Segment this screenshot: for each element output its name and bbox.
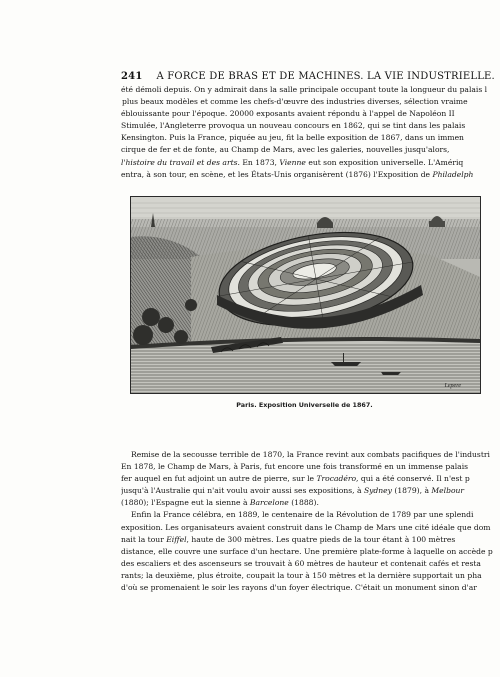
engraving-drawing <box>131 197 480 393</box>
text-line: l'histoire du travail et des arts. En 1873, Vienne eut son exposition universelle. L'Amériq <box>121 157 464 167</box>
text-line: d'où se promenaient le soir les rayons d'un foyer électrique. C'était un monument sinon d'ar <box>121 583 477 593</box>
bottom-paragraphs <box>121 449 500 594</box>
text-line: Stimulée, l'Angleterre provoqua un nouveau concours en 1862, qui se tint dans les palais <box>121 121 466 131</box>
text-line: Enfin la France célébra, en 1889, le centenaire de la Révolution de 1789 par une splendi <box>131 510 474 520</box>
italic-text: Vienne <box>279 157 306 167</box>
text-line: Kensington. Puis la France, piquée au jeu, fit la belle exposition de 1867, dans un immen <box>121 133 464 143</box>
italic-text: l'histoire du travail et des arts. <box>121 157 240 167</box>
italic-text: Melbour <box>431 486 465 496</box>
italic-text: Philadelph <box>432 169 474 179</box>
text-line: distance, elle couvre une surface d'un hectare. Une première plate-forme à laquelle on accède p <box>121 546 493 556</box>
text-line: exposition. Les organisateurs avaient construit dans le Champ de Mars une cité idéale que dom <box>121 522 491 532</box>
text-line: cirque de fer et de fonte, au Champ de Mars, avec les galeries, nouvelles jusqu'alors, <box>121 145 450 155</box>
text-line: plus beaux modèles et comme les chefs-d'œuvre des industries diverses, sélection vraime <box>122 97 468 107</box>
engraving-illustration <box>130 196 481 394</box>
running-header <box>121 71 500 85</box>
text-line: des escaliers et des ascenseurs se trouvait à 60 mètres de hauteur et contenait cafés et resta <box>121 558 481 568</box>
text-line: jusqu'à l'Australie qui n'ait voulu avoir aussi ses expositions, à Sydney (1879), à Melbour <box>121 486 465 496</box>
figure-caption: Paris. Exposition Universelle de 1867. <box>236 401 373 409</box>
text-line: fer auquel en fut adjoint un autre de pierre, sur le Trocadéro, qui a été conservé. Il n'est p <box>121 474 470 484</box>
text-line: éblouissante pour l'époque. 20000 exposants avaient répondu à l'appel de Napoléon II <box>121 109 455 119</box>
top-paragraph <box>121 84 500 181</box>
italic-text: Trocadéro <box>316 474 357 484</box>
engraver-signature: Lepere <box>444 383 461 389</box>
text-line: rants; la deuxième, plus étroite, coupait la tour à 150 mètres et la dernière supportait un pha <box>121 570 482 580</box>
text-line: (1880); l'Espagne eut la sienne à Barcelone (1888). <box>121 498 319 508</box>
running-title: A FORCE DE BRAS ET DE MACHINES. LA VIE INDUSTRIELLE. <box>156 71 495 82</box>
italic-text: Sydney <box>363 486 392 496</box>
italic-text: Barcelone <box>249 498 289 508</box>
text-line: nait la tour Eiffel, haute de 300 mètres. Les quatre pieds de la tour étant à 100 mètres <box>121 534 456 544</box>
text-line: En 1878, le Champ de Mars, à Paris, fut encore une fois transformé en un immense palais <box>121 462 469 472</box>
italic-text: Eiffel <box>166 534 187 544</box>
text-line: été démoli depuis. On y admirait dans la salle principale occupant toute la longueur du palais l <box>121 85 488 94</box>
text-line: Remise de la secousse terrible de 1870, la France revint aux combats pacifiques de l'industri <box>131 450 490 459</box>
text-line: entra, à son tour, en scène, et les États-Unis organisèrent (1876) l'Exposition de Philadelph <box>121 169 474 179</box>
page-number: 241 <box>121 71 143 82</box>
